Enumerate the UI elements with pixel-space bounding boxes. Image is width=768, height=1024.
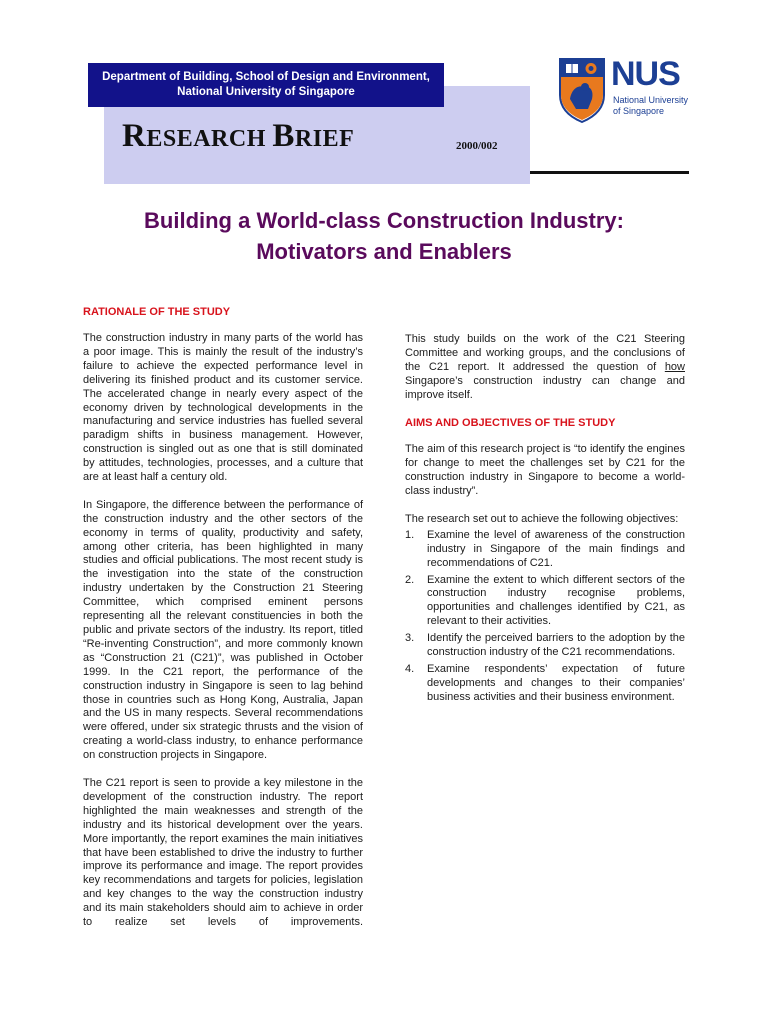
left-column	[83, 305, 363, 944]
nus-subtitle: National University of Singapore	[613, 95, 689, 116]
objective-item: 1. Examine the level of awareness of the construction industry in Singapore of the main findings and recommendations of C21.	[405, 528, 685, 569]
rationale-paragraph-2: In Singapore, the difference between the performance of the construction industry and the other sectors of the economy in terms of quality, productivity and safety, among other criteria, has been highlighted in many studies and official publications. The most recent study is the investigation into the state of the construction industry undertaken by the Construction 21 Steering Committee, which comprised eminent persons representing all the relevant constituencies in both the public and private sectors of the industry. Its report, titled “Re-inventing Construction”, and more commonly known as “Construction 21 (C21)”, was published in October 1999. In the C21 report, the performance of the construction industry in Singapore is seen to lag behind those in countries such as Hong Kong, Australia, Japan and the US in many respects. Several recommendations were offered, under six strategic thrusts and the vision of creating a world-class industry, to enhance performance on construction projects in Singapore.	[83, 498, 363, 762]
brief-number: 2000/002	[456, 140, 498, 152]
department-banner	[88, 63, 444, 107]
aims-paragraph-2: The research set out to achieve the following objectives:	[405, 512, 679, 525]
right-column	[405, 333, 685, 708]
department-line-1: Department of Building, School of Design and Environment,	[102, 71, 430, 83]
rationale-paragraph-4: This study builds on the work of the C21 Steering Committee and working groups, and the conclusions of the C21 report. It addressed the question of how Singapore’s construction industry can change and improve itself.	[405, 333, 685, 401]
research-brief-title: RESEARCH BRIEF	[122, 118, 355, 154]
title-line-1: Building a World-class Construction Industry:	[144, 208, 624, 233]
nus-wordmark: NUS	[611, 55, 680, 93]
rationale-paragraph-1: The construction industry in many parts of the world has a poor image. This is mainly the result of the industry’s failure to achieve the expected performance level in delivering its finished product and its customer service. The accelerated change in nearly every aspect of the economy driven by technological developments in the manufacturing and service industries has fuelled several paradigm shifts in business management. However, construction is singled out as one that is still dominated by attitudes, technologies, processes, and a culture that are at least half a century old.	[83, 332, 363, 484]
objective-item: 3. Identify the perceived barriers to the adoption by the construction industry of the C21 recommendations.	[405, 632, 685, 659]
aims-paragraph-1: The aim of this research project is “to identify the engines for change to meet the challenges set by C21 for the construction industry in Singapore to become a world-class industry”.	[405, 443, 685, 498]
rationale-heading: RATIONALE OF THE STUDY	[83, 306, 231, 318]
aims-heading: AIMS AND OBJECTIVES OF THE STUDY	[405, 417, 616, 430]
objective-item: 2. Examine the extent to which different sectors of the construction industry recognise problems, opportunities and challenges identified by C21, as relevant to their activities.	[405, 573, 685, 628]
department-line-2: National University of Singapore	[177, 86, 355, 98]
nus-crest-icon	[558, 57, 606, 123]
nus-logo	[558, 57, 698, 125]
objectives-list	[405, 529, 685, 705]
rationale-paragraph-3: The C21 report is seen to provide a key milestone in the development of the construction industry. The report highlighted the main weaknesses and strength of the industry and its historical development over the years. More importantly, the report examines the main initiatives that have been established to drive the industry to further improve its performance and image. The report provides key recommendations and targets for policies, legislation and key changes to the way the construction industry and its main stakeholders should aim to achieve in order to realize set levels of improvements.	[83, 776, 363, 929]
header-rule	[530, 171, 689, 174]
document-title	[40, 205, 728, 267]
title-line-2: Motivators and Enablers	[256, 239, 512, 264]
objective-item: 4. Examine respondents’ expectation of future developments and changes to their companies’ business activities and their business environment.	[405, 663, 685, 703]
